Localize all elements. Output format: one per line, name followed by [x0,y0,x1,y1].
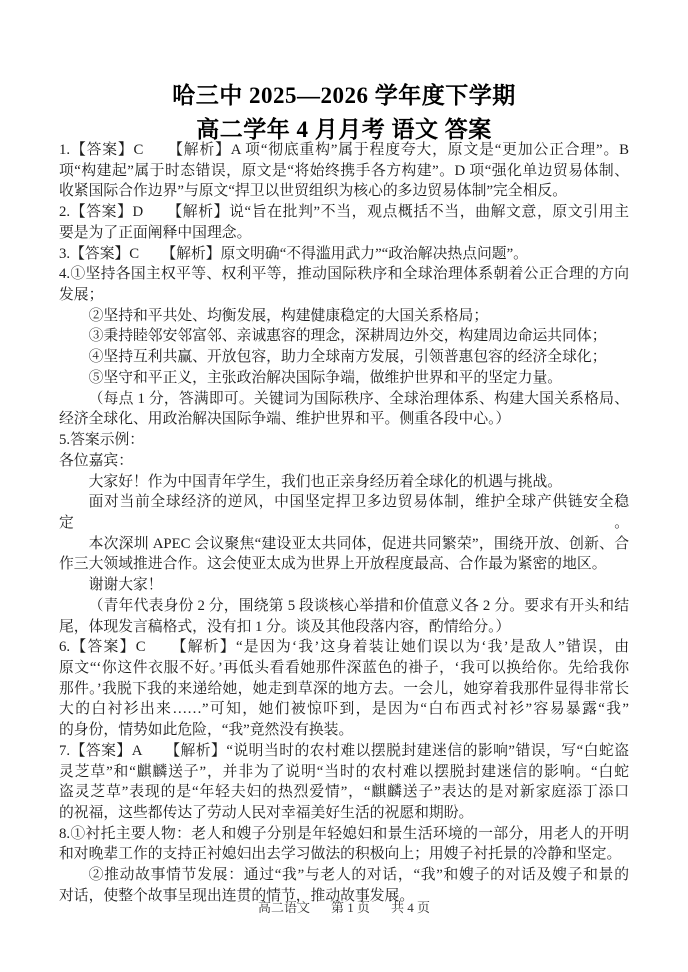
text-line: 发展； [59,287,104,304]
text-line: 8.①衬托主要人物：老人和嫂子分别是年轻媳妇和景生活环境的一部分，用老人的开明 [59,825,629,842]
document-title [0,79,688,146]
text-line: （每点 1 分，答满即可。关键词为国际秩序、全球治理体系、构建大国关系格局、 [88,390,629,407]
text-line: 的身份，情势如此危险，“我”竟然没有换装。 [59,722,354,739]
text-line: 各位嘉宾： [59,452,133,469]
text-line: 尾，体现发言稿格式，没有扣 1 分。谈及其他段落内容，酌情给分。） [59,618,511,635]
page-footer [0,897,688,916]
text-line: 5.答案示例： [59,432,145,449]
text-line: 盗灵芝草”表现的是“年轻夫妇的热烈爱情”，“麒麟送子”表达的是对新家庭添丁添口 [59,784,629,801]
text-line: 本次深圳 APEC 会议聚焦“建设亚太共同体，促进共同繁荣”，围绕开放、创新、合 [88,535,629,552]
text-line: 作三大领域推进合作。这会使亚太成为世界上开放程度最高、合作最为紧密的地区。 [59,556,607,573]
text-line: 大家好！作为中国青年学生，我们也正亲身经历着全球化的机遇与挑战。 [88,473,563,490]
footer-page-number: 第 1 页 [330,900,370,915]
title-line-2: 高二学年 4 月月考 语文 答案 [196,116,492,142]
text-line: 面对当前全球经济的逆风，中国坚定捍卫多边贸易体制，维护全球产供链安全稳定。 [59,494,629,531]
title-line-1: 哈三中 2025—2026 学年度下学期 [172,83,516,108]
text-line: ③秉持睦邻安邻富邻、亲诚惠容的理念，深耕周边外交，构建周边命运共同体； [88,328,607,345]
text-line: 和对晚辈工作的支持正衬媳妇出去学习做法的积极向上；用嫂子衬托景的冷静和坚定。 [59,846,622,863]
text-line: 7.【答案】A 【解析】“说明当时的农村难以摆脱封建迷信的影响”错误，写“白蛇盗 [59,742,629,759]
text-line: 那件。’我脱下我的来递给她，她走到草深的地方去。一会儿，她穿着我那件显得非常长 [59,680,629,697]
text-line: 项“构建起”属于时态错误，原文是“将始终携手各方构建”。D 项“强化单边贸易体制、 [59,162,629,179]
text-line: 大的白衬衫出来……”可知，她们被惊吓到，是因为“白布西式衬衫”容易暴露“我” [59,701,629,718]
text-line: 对话，使整个故事呈现出连贯的情节，推动故事发展。 [59,887,415,904]
text-line: 6.【答案】C 【解析】“是因为‘我’这身着装让她们误以为‘我’是敌人”错误，由 [59,639,629,656]
text-line: ⑤坚守和平正义，主张政治解决国际争端，做维护世界和平的坚定力量。 [88,369,563,386]
text-line: 灵芝草”和“麒麟送子”，并非为了说明“当时的农村难以摆脱封建迷信的影响。“白蛇 [59,763,629,780]
text-line: 2.【答案】D 【解析】说“旨在批判”不当，观点概括不当，曲解文意，原文引用主 [59,204,629,221]
text-line: ④坚持互利共赢、开放包容，助力全球南方发展，引领普惠包容的经济全球化； [88,349,607,366]
text-line: ②坚持和平共处、均衡发展，构建健康稳定的大国关系格局； [88,307,489,324]
text-line: 谢谢大家！ [88,577,163,594]
answer-lines [59,140,629,907]
footer-page-total: 共 4 页 [391,900,431,915]
text-line: ②推动故事情节发展：通过“我”与老人的对话，“我”和嫂子的对话及嫂子和景的 [88,867,629,884]
text-line: 1.【答案】C 【解析】A 项“彻底重构”属于程度夸大，原文是“更加公正合理”。B [59,142,629,158]
footer-course-label: 高二语文 [257,900,310,915]
text-line: （青年代表身份 2 分，围绕第 5 段谈核心举措和价值意义各 2 分。要求有开头和结 [88,597,629,614]
text-line: 原文“‘你这件衣服不好。’再低头看看她那件深蓝色的褂子，‘我可以换给你。先给我你 [59,659,629,676]
text-line: 收紧国际合作边界”与原文“捍卫以世贸组织为核心的多边贸易体制”完全相反。 [59,183,568,200]
text-line: 要是为了正面阐释中国理念。 [59,224,252,241]
text-line: 经济全球化、用政治解决国际争端、维护世界和平。侧重各段中心。） [59,411,511,428]
text-line: 3.【答案】C 【解析】原文明确“不得滥用武力”“政治解决热点问题”。 [59,245,528,262]
text-line: 4.①坚持各国主权平等、权利平等，推动国际秩序和全球治理体系朝着公正合理的方向 [59,266,629,283]
text-line: 的祝福，这些都传达了劳动人民对幸福美好生活的祝愿和期盼。 [59,805,474,821]
